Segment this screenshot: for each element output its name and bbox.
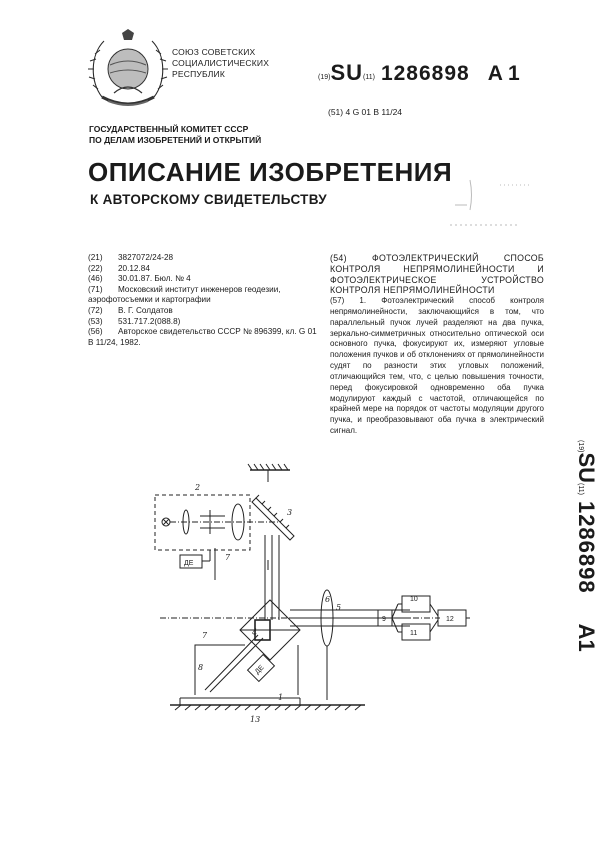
label-4: 4 [252, 628, 258, 637]
committee-line-1: ГОСУДАРСТВЕННЫЙ КОМИТЕТ СССР [89, 124, 249, 134]
side-publication-number: (19)SU(11)1286898A1 [574, 440, 599, 652]
kind-code: A 1 [487, 62, 520, 85]
document-subtitle: К АВТОРСКОМУ СВИДЕТЕЛЬСТВУ [90, 192, 327, 207]
patent-number: 1286898 [380, 62, 470, 85]
library-stamp [440, 175, 540, 235]
biblio-row: (72) В. Г. Солдатов [88, 305, 173, 315]
ipc-class: (51) 4 G 01 B 11/24 [328, 107, 403, 117]
document-title: ОПИСАНИЕ ИЗОБРЕТЕНИЯ [88, 157, 453, 187]
code-11: (11) [363, 74, 375, 81]
biblio-row: (22) 20.12.84 [88, 263, 150, 273]
state-emblem [88, 27, 168, 111]
committee [89, 124, 261, 146]
label-3: 3 [287, 508, 293, 517]
block-10: 10 [410, 596, 418, 603]
label-6: 6 [325, 595, 331, 604]
biblio-row: (71) Московский институт инженеров геодезии, аэрофотосъемки и картографии [88, 284, 281, 305]
block-12: 12 [446, 616, 454, 623]
bibliographic-data [88, 253, 324, 348]
state-line-1: СОЮЗ СОВЕТСКИХ [172, 47, 256, 57]
state-name [172, 47, 269, 80]
code-19: (19) [318, 74, 331, 81]
publication-number [318, 60, 520, 84]
label-5: 5 [336, 603, 342, 612]
biblio-row: (21) 3827072/24-28 [88, 253, 174, 262]
state-line-3: РЕСПУБЛИК [172, 69, 226, 79]
invention-title: (54) ФОТОЭЛЕКТРИЧЕСКИЙ СПОСОБ КОНТРОЛЯ НЕПРЯМОЛИНЕЙНОСТИ И ФОТОЭЛЕКТРИЧЕСКОЕ УСТРОЙСТВО КОНТРОЛЯ НЕПРЯМОЛИНЕЙНОСТИ [330, 253, 544, 296]
label-7-top: 7 [225, 553, 231, 562]
de-block-top: ДЕ [184, 560, 194, 567]
optical-scheme-figure [140, 460, 470, 745]
label-8: 8 [198, 663, 204, 672]
label-13: 13 [250, 715, 261, 724]
block-11: 11 [410, 630, 418, 637]
label-1: 1 [278, 693, 284, 702]
country-code: SU [330, 60, 364, 85]
biblio-row: (53) 531.717.2(088.8) [88, 316, 181, 326]
de-block-bottom: ДЕ [253, 664, 266, 676]
label-7-bottom: 7 [202, 631, 208, 640]
block-9: 9 [382, 616, 386, 623]
biblio-row: (46) 30.01.87. Бюл. № 4 [88, 274, 191, 284]
state-line-2: СОЦИАЛИСТИЧЕСКИХ [172, 58, 270, 68]
label-2: 2 [195, 483, 201, 492]
abstract: (57) 1. Фотоэлектрический способ контроля непрямолинейности, заключающийся в том, что параллельный пучок лучей разделяют на два пучка, зеркально-симметричных относительно оптической оси основного пучка, фокусируют их, измеряют угловые положения пучков и об отклонениях от прямолинейности судят по разности этих угловых положений, отличающийся тем, что, с целью повышения точности, перед фокусировкой одновременно оба пучка модулируют каждый с частотой, отличающейся по крайней мере на порядок от частоты модуляции другого пучка, и преобразовывают оба пучка в электрический сигнал. [330, 296, 544, 436]
biblio-row: (56) Авторское свидетельство СССР № 896399, кл. G 01 B 11/24, 1982. [88, 327, 317, 347]
committee-line-2: ПО ДЕЛАМ ИЗОБРЕТЕНИЙ И ОТКРЫТИЙ [89, 135, 262, 145]
